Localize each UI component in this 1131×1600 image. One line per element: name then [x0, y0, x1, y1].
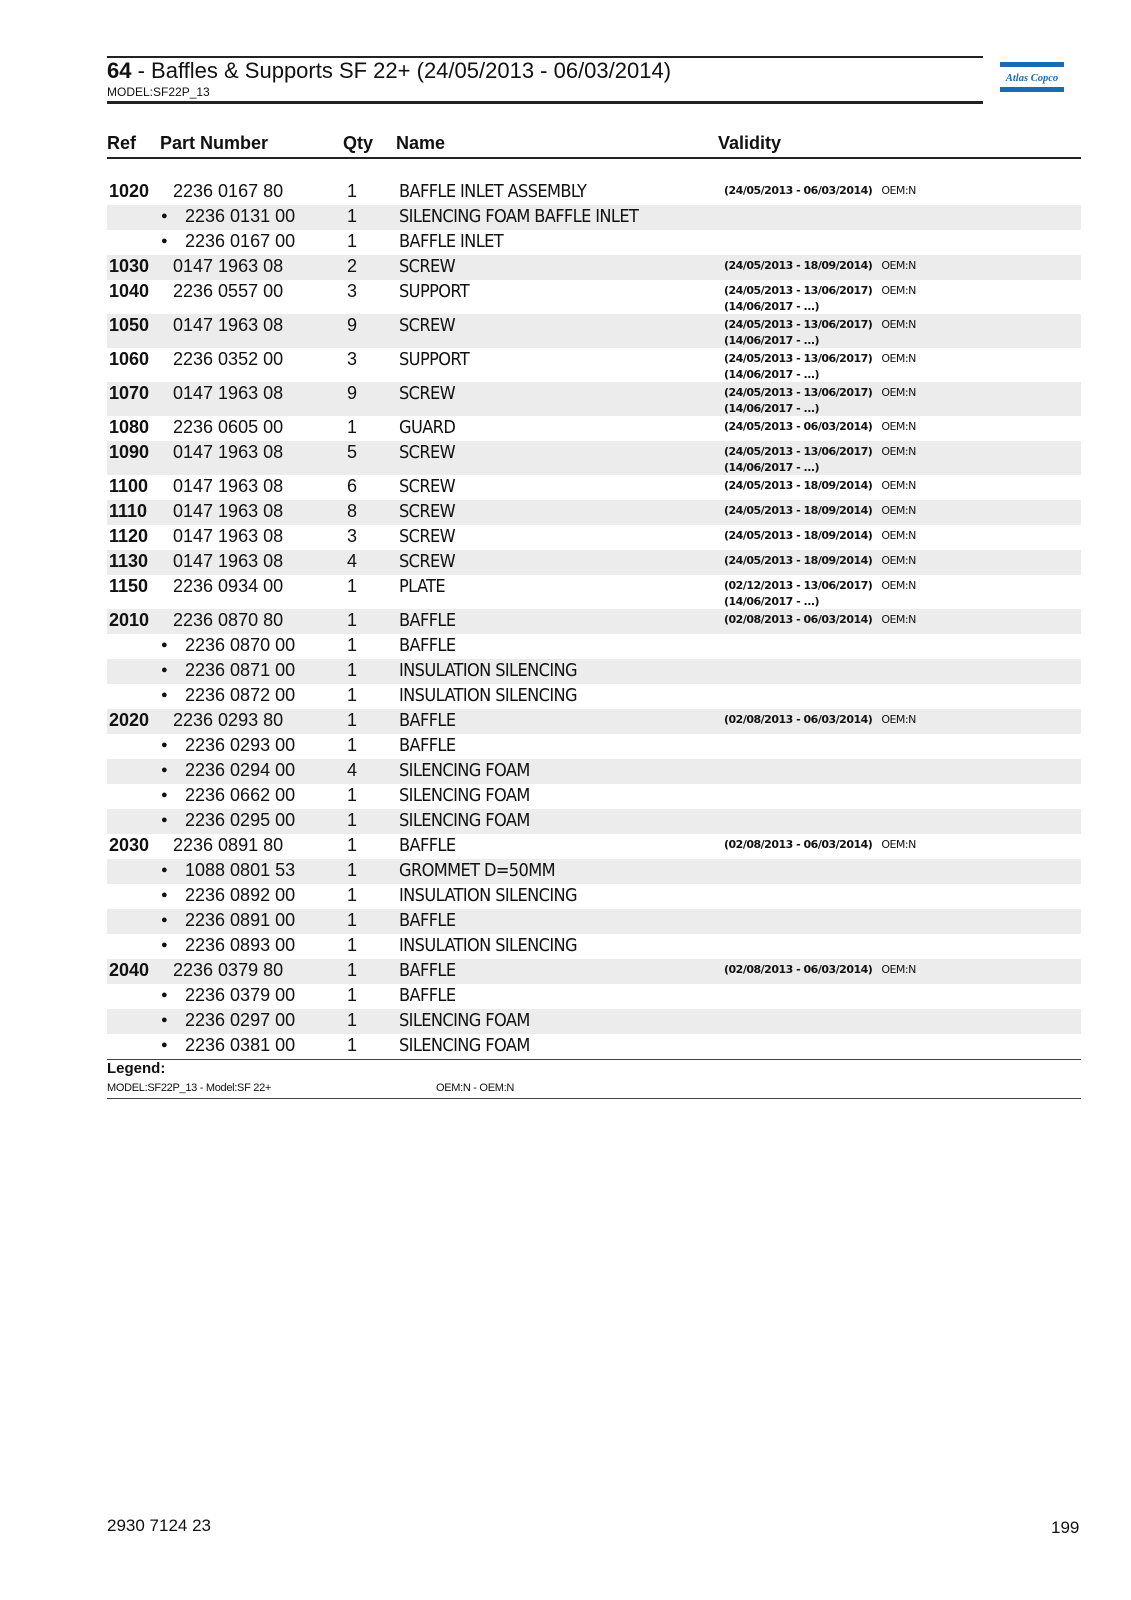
validity-date: (14/06/2017 - ...)	[724, 300, 820, 313]
qty-cell: 6	[347, 476, 358, 496]
qty-cell: 1	[347, 710, 358, 730]
col-header-validity: Validity	[718, 133, 782, 153]
validity-date: (14/06/2017 - ...)	[724, 402, 820, 415]
table-row	[107, 684, 1081, 709]
qty-cell: 3	[347, 281, 358, 301]
validity-date: (24/05/2013 - 18/09/2014)	[724, 259, 873, 272]
qty-cell: 9	[347, 383, 358, 403]
name-cell: SCREW	[399, 442, 456, 463]
part-number-cell: 2236 0381 00	[185, 1035, 296, 1055]
validity-date: (24/05/2013 - 13/06/2017)	[724, 318, 873, 331]
part-number-cell: 1088 0801 53	[185, 860, 296, 880]
validity-date: (02/12/2013 - 13/06/2017)	[724, 579, 873, 592]
validity-date: (24/05/2013 - 13/06/2017)	[724, 352, 873, 365]
ref-cell: 1030	[109, 256, 150, 276]
qty-cell: 1	[347, 960, 358, 980]
name-cell: INSULATION SILENCING	[399, 935, 577, 956]
bullet-icon: ●	[161, 789, 168, 801]
legend-title: Legend:	[107, 1060, 166, 1077]
validity-date: (02/08/2013 - 06/03/2014)	[724, 713, 873, 726]
validity-cell	[724, 837, 916, 853]
ref-cell: 1040	[109, 281, 150, 301]
part-number-cell: 2236 0294 00	[185, 760, 296, 780]
oem-code: OEM:N	[881, 479, 916, 492]
name-cell: SCREW	[399, 383, 456, 404]
qty-cell: 8	[347, 501, 358, 521]
bullet-icon: ●	[161, 939, 168, 951]
oem-code: OEM:N	[881, 529, 916, 542]
part-number-cell: 2236 0131 00	[185, 206, 296, 226]
legend-oem-entry: OEM:N - OEM:N	[436, 1082, 514, 1094]
part-number-cell: 2236 0893 00	[185, 935, 296, 955]
table-row	[107, 984, 1081, 1009]
qty-cell: 1	[347, 660, 358, 680]
table-row	[107, 809, 1081, 834]
qty-cell: 1	[347, 181, 358, 201]
oem-code: OEM:N	[881, 713, 916, 726]
table-row	[107, 859, 1081, 884]
table-row	[107, 609, 1081, 634]
atlas-copco-logo	[1000, 62, 1064, 94]
name-cell: SILENCING FOAM	[399, 785, 530, 806]
qty-cell: 1	[347, 635, 358, 655]
name-cell: SILENCING FOAM BAFFLE INLET	[399, 206, 639, 227]
qty-cell: 1	[347, 985, 358, 1005]
header-row-rule	[107, 157, 1081, 159]
table-row	[107, 348, 1081, 382]
name-cell: BAFFLE INLET ASSEMBLY	[399, 181, 587, 202]
qty-cell: 1	[347, 735, 358, 755]
qty-cell: 1	[347, 910, 358, 930]
oem-code: OEM:N	[881, 579, 916, 592]
oem-code: OEM:N	[881, 445, 916, 458]
qty-cell: 1	[347, 231, 358, 251]
part-number-cell: 2236 0872 00	[185, 685, 296, 705]
part-number-cell: 2236 0557 00	[173, 281, 284, 301]
legend-bottom-rule	[107, 1098, 1081, 1099]
part-number-cell: 2236 0870 00	[185, 635, 296, 655]
name-cell: INSULATION SILENCING	[399, 885, 577, 906]
table-row	[107, 1034, 1081, 1059]
name-cell: BAFFLE	[399, 835, 456, 856]
validity-date: (24/05/2013 - 18/09/2014)	[724, 479, 873, 492]
table-row	[107, 255, 1081, 280]
col-header-qty: Qty	[343, 133, 374, 153]
table-row	[107, 909, 1081, 934]
part-number-cell: 2236 0352 00	[173, 349, 284, 369]
oem-code: OEM:N	[881, 386, 916, 399]
bullet-icon: ●	[161, 639, 168, 651]
validity-cell	[724, 962, 916, 978]
qty-cell: 4	[347, 760, 358, 780]
section-title: - Baffles & Supports SF 22+ (24/05/2013 - 06/03/2014)	[131, 58, 672, 83]
validity-cell	[724, 712, 916, 728]
qty-cell: 1	[347, 835, 358, 855]
validity-date: (24/05/2013 - 18/09/2014)	[724, 504, 873, 517]
table-row	[107, 382, 1081, 416]
part-number-cell: 2236 0871 00	[185, 660, 296, 680]
name-cell: SCREW	[399, 501, 456, 522]
validity-cell	[724, 385, 916, 417]
validity-cell	[724, 351, 916, 383]
table-row	[107, 1009, 1081, 1034]
ref-cell: 1090	[109, 442, 150, 462]
name-cell: INSULATION SILENCING	[399, 685, 577, 706]
ref-cell: 1050	[109, 315, 150, 335]
table-row	[107, 500, 1081, 525]
oem-code: OEM:N	[881, 963, 916, 976]
table-row	[107, 314, 1081, 348]
ref-cell: 1130	[109, 551, 149, 571]
name-cell: SCREW	[399, 256, 456, 277]
name-cell: SUPPORT	[399, 281, 470, 302]
validity-date: (24/05/2013 - 06/03/2014)	[724, 420, 873, 433]
part-number-cell: 2236 0167 00	[185, 231, 296, 251]
name-cell: SUPPORT	[399, 349, 470, 370]
validity-date: (24/05/2013 - 18/09/2014)	[724, 554, 873, 567]
legend-top-rule	[107, 1059, 1081, 1060]
part-number-cell: 2236 0891 00	[185, 910, 296, 930]
validity-cell	[724, 478, 916, 494]
validity-date: (24/05/2013 - 13/06/2017)	[724, 386, 873, 399]
col-header-name: Name	[396, 133, 446, 153]
part-number-cell: 2236 0934 00	[173, 576, 284, 596]
table-row	[107, 441, 1081, 475]
bullet-icon: ●	[161, 764, 168, 776]
validity-cell	[724, 283, 916, 315]
table-row	[107, 784, 1081, 809]
table-row	[107, 416, 1081, 441]
qty-cell: 1	[347, 610, 358, 630]
qty-cell: 1	[347, 206, 358, 226]
qty-cell: 5	[347, 442, 358, 462]
page-number: 199	[1051, 1518, 1080, 1537]
table-row	[107, 180, 1081, 205]
ref-cell: 1070	[109, 383, 150, 403]
name-cell: GROMMET D=50MM	[399, 860, 555, 881]
qty-cell: 1	[347, 576, 358, 596]
oem-code: OEM:N	[881, 352, 916, 365]
bullet-icon: ●	[161, 889, 168, 901]
qty-cell: 1	[347, 860, 358, 880]
legend-model-entry: MODEL:SF22P_13 - Model:SF 22+	[107, 1082, 272, 1094]
section-number: 64	[107, 58, 132, 83]
name-cell: BAFFLE INLET	[399, 231, 504, 252]
bullet-icon: ●	[161, 864, 168, 876]
oem-code: OEM:N	[881, 284, 916, 297]
oem-code: OEM:N	[881, 504, 916, 517]
qty-cell: 1	[347, 885, 358, 905]
table-row	[107, 884, 1081, 909]
validity-date: (14/06/2017 - ...)	[724, 334, 820, 347]
validity-date: (24/05/2013 - 13/06/2017)	[724, 445, 873, 458]
validity-date: (14/06/2017 - ...)	[724, 595, 820, 608]
bullet-icon: ●	[161, 1039, 168, 1051]
oem-code: OEM:N	[881, 613, 916, 626]
table-row	[107, 525, 1081, 550]
validity-cell	[724, 317, 916, 349]
name-cell: INSULATION SILENCING	[399, 660, 577, 681]
validity-date: (24/05/2013 - 13/06/2017)	[724, 284, 873, 297]
part-number-cell: 2236 0891 80	[173, 835, 284, 855]
bullet-icon: ●	[161, 1014, 168, 1026]
table-row	[107, 659, 1081, 684]
validity-cell	[724, 419, 916, 435]
part-number-cell: 0147 1963 08	[173, 315, 284, 335]
table-row	[107, 230, 1081, 255]
name-cell: BAFFLE	[399, 960, 456, 981]
table-row	[107, 759, 1081, 784]
part-number-cell: 0147 1963 08	[173, 256, 284, 276]
table-row	[107, 709, 1081, 734]
validity-date: (02/08/2013 - 06/03/2014)	[724, 963, 873, 976]
validity-date: (24/05/2013 - 18/09/2014)	[724, 529, 873, 542]
ref-cell: 1110	[109, 501, 148, 521]
ref-cell: 1100	[109, 476, 149, 496]
part-number-cell: 2236 0870 80	[173, 610, 284, 630]
qty-cell: 3	[347, 349, 358, 369]
table-row	[107, 575, 1081, 609]
parts-table	[107, 180, 1081, 1059]
ref-cell: 1120	[109, 526, 149, 546]
bullet-icon: ●	[161, 739, 168, 751]
table-row	[107, 205, 1081, 230]
name-cell: BAFFLE	[399, 635, 456, 656]
name-cell: SILENCING FOAM	[399, 810, 530, 831]
bullet-icon: ●	[161, 235, 168, 247]
bullet-icon: ●	[161, 914, 168, 926]
validity-cell	[724, 444, 916, 476]
part-number-cell: 2236 0295 00	[185, 810, 296, 830]
name-cell: BAFFLE	[399, 910, 456, 931]
table-row	[107, 475, 1081, 500]
ref-cell: 1150	[109, 576, 149, 596]
part-number-cell: 2236 0379 80	[173, 960, 284, 980]
bullet-icon: ●	[161, 689, 168, 701]
qty-cell: 9	[347, 315, 358, 335]
validity-date: (02/08/2013 - 06/03/2014)	[724, 838, 873, 851]
part-number-cell: 0147 1963 08	[173, 383, 284, 403]
part-number-cell: 2236 0293 00	[185, 735, 296, 755]
part-number-cell: 0147 1963 08	[173, 442, 284, 462]
name-cell: SCREW	[399, 551, 456, 572]
bullet-icon: ●	[161, 989, 168, 1001]
validity-date: (02/08/2013 - 06/03/2014)	[724, 613, 873, 626]
table-row	[107, 959, 1081, 984]
bullet-icon: ●	[161, 814, 168, 826]
name-cell: SCREW	[399, 526, 456, 547]
part-number-cell: 2236 0293 80	[173, 710, 284, 730]
name-cell: SILENCING FOAM	[399, 1035, 530, 1056]
name-cell: SILENCING FOAM	[399, 760, 530, 781]
bullet-icon: ●	[161, 664, 168, 676]
qty-cell: 1	[347, 935, 358, 955]
ref-cell: 2010	[109, 610, 150, 630]
oem-code: OEM:N	[881, 838, 916, 851]
table-row	[107, 834, 1081, 859]
name-cell: PLATE	[399, 576, 445, 597]
validity-date: (14/06/2017 - ...)	[724, 368, 820, 381]
ref-cell: 1060	[109, 349, 150, 369]
col-header-ref: Ref	[107, 133, 137, 153]
table-row	[107, 934, 1081, 959]
oem-code: OEM:N	[881, 420, 916, 433]
ref-cell: 2020	[109, 710, 150, 730]
validity-cell	[724, 258, 916, 274]
qty-cell: 3	[347, 526, 358, 546]
validity-cell	[724, 553, 916, 569]
logo-text: Atlas Copco	[1005, 73, 1059, 84]
ref-cell: 1020	[109, 181, 150, 201]
col-header-part-number: Part Number	[160, 133, 269, 153]
name-cell: BAFFLE	[399, 710, 456, 731]
qty-cell: 1	[347, 685, 358, 705]
oem-code: OEM:N	[881, 259, 916, 272]
name-cell: BAFFLE	[399, 610, 456, 631]
validity-cell	[724, 578, 916, 610]
oem-code: OEM:N	[881, 554, 916, 567]
part-number-cell: 0147 1963 08	[173, 551, 284, 571]
bullet-icon: ●	[161, 210, 168, 222]
name-cell: BAFFLE	[399, 985, 456, 1006]
part-number-cell: 2236 0297 00	[185, 1010, 296, 1030]
validity-cell	[724, 528, 916, 544]
ref-cell: 1080	[109, 417, 150, 437]
qty-cell: 1	[347, 810, 358, 830]
table-row	[107, 734, 1081, 759]
ref-cell: 2040	[109, 960, 150, 980]
validity-cell	[724, 503, 916, 519]
part-number-cell: 2236 0379 00	[185, 985, 296, 1005]
part-number-cell: 0147 1963 08	[173, 476, 284, 496]
qty-cell: 1	[347, 417, 358, 437]
part-number-cell: 2236 0167 80	[173, 181, 284, 201]
part-number-cell: 0147 1963 08	[173, 526, 284, 546]
validity-date: (24/05/2013 - 06/03/2014)	[724, 184, 873, 197]
part-number-cell: 2236 0892 00	[185, 885, 296, 905]
part-number-cell: 2236 0605 00	[173, 417, 284, 437]
part-number-cell: 0147 1963 08	[173, 501, 284, 521]
qty-cell: 4	[347, 551, 358, 571]
oem-code: OEM:N	[881, 318, 916, 331]
table-row	[107, 280, 1081, 314]
qty-cell: 1	[347, 1010, 358, 1030]
validity-cell	[724, 612, 916, 628]
table-row	[107, 634, 1081, 659]
table-row	[107, 550, 1081, 575]
model-label: MODEL:SF22P_13	[107, 85, 210, 99]
name-cell: SCREW	[399, 315, 456, 336]
name-cell: BAFFLE	[399, 735, 456, 756]
qty-cell: 2	[347, 256, 358, 276]
qty-cell: 1	[347, 1035, 358, 1055]
part-number-cell: 2236 0662 00	[185, 785, 296, 805]
name-cell: SILENCING FOAM	[399, 1010, 530, 1031]
name-cell: SCREW	[399, 476, 456, 497]
page-title	[107, 58, 671, 84]
ref-cell: 2030	[109, 835, 150, 855]
header-bottom-rule	[107, 101, 983, 104]
document-number: 2930 7124 23	[107, 1516, 211, 1535]
validity-cell	[724, 183, 916, 199]
oem-code: OEM:N	[881, 184, 916, 197]
qty-cell: 1	[347, 785, 358, 805]
name-cell: GUARD	[399, 417, 456, 438]
validity-date: (14/06/2017 - ...)	[724, 461, 820, 474]
